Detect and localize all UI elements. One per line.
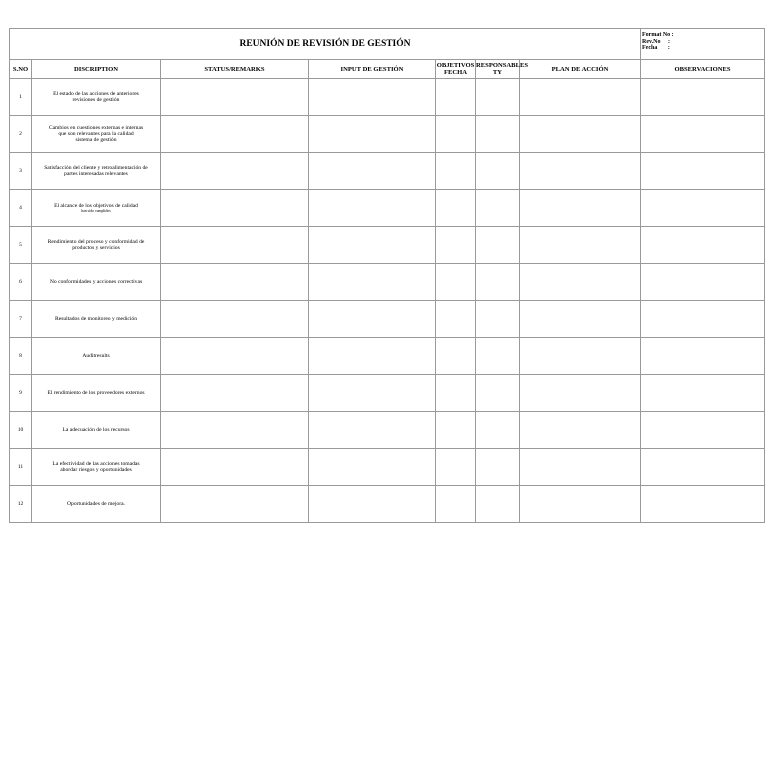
description-line: revisiones de gestión [72,97,120,103]
row-number: 12 [10,486,32,523]
status-cell[interactable] [161,449,309,486]
observaciones-cell[interactable] [641,375,765,412]
responsables-cell[interactable] [476,338,520,375]
plan-cell[interactable] [520,338,641,375]
fecha-line: Fecha : [642,45,670,51]
row-description [32,190,161,227]
objetivos-label: OBJETIVOS [436,62,475,69]
status-cell[interactable] [161,486,309,523]
input-cell[interactable] [309,116,436,153]
description-line: Cambios en cuestiones externas e internas [48,124,144,131]
observaciones-cell[interactable] [641,79,765,116]
responsables-cell[interactable] [476,375,520,412]
description-line: El rendimiento de los proveedores externos [47,389,145,396]
row-description [32,227,161,264]
plan-cell[interactable] [520,227,641,264]
description-line: No conformidades y acciones correctivas [49,278,143,285]
responsables-cell[interactable] [476,116,520,153]
row-number: 7 [10,301,32,338]
input-cell[interactable] [309,375,436,412]
input-cell[interactable] [309,338,436,375]
input-cell[interactable] [309,412,436,449]
description-line: que son relevantes para la calidad [58,130,134,137]
description-line: partes interesadas relevantes [64,171,128,177]
observaciones-cell[interactable] [641,449,765,486]
table-row [10,264,765,301]
description-line: Resultados de monitoreo y medición [54,315,138,322]
format-info [641,29,765,60]
row-description [32,79,161,116]
description-line: abordar riesgos y oportunidades [60,467,132,473]
column-header-plan: PLAN DE ACCIÓN [520,60,641,79]
status-cell[interactable] [161,338,309,375]
input-cell[interactable] [309,153,436,190]
status-cell[interactable] [161,116,309,153]
table-row [10,79,765,116]
description-line: Oportunidades de mejora. [67,500,125,507]
column-header-objetivos [436,60,476,79]
document-title: REUNIÓN DE REVISIÓN DE GESTIÓN [10,29,641,60]
row-description [32,375,161,412]
description-line: sistema de gestión [75,137,117,144]
row-number: 8 [10,338,32,375]
plan-cell[interactable] [520,375,641,412]
fecha-label: FECHA [443,69,468,76]
plan-cell[interactable] [520,301,641,338]
row-description [32,449,161,486]
description-line: Auditresults [82,352,110,359]
table-row [10,190,765,227]
status-cell[interactable] [161,412,309,449]
column-header-description: DISCRIPTION [32,60,161,79]
objetivos-cell[interactable] [436,153,476,190]
input-cell[interactable] [309,449,436,486]
status-cell[interactable] [161,264,309,301]
objetivos-cell[interactable] [436,190,476,227]
input-cell[interactable] [309,486,436,523]
responsables-cell[interactable] [476,153,520,190]
objetivos-cell[interactable] [436,264,476,301]
row-number: 3 [10,153,32,190]
input-cell[interactable] [309,264,436,301]
observaciones-cell[interactable] [641,301,765,338]
row-number: 6 [10,264,32,301]
plan-cell[interactable] [520,153,641,190]
responsables-cell[interactable] [476,79,520,116]
input-cell[interactable] [309,190,436,227]
input-cell[interactable] [309,79,436,116]
observaciones-cell[interactable] [641,227,765,264]
column-header-status: STATUS/REMARKS [161,60,309,79]
status-cell[interactable] [161,375,309,412]
status-cell[interactable] [161,301,309,338]
table-row [10,153,765,190]
objetivos-cell[interactable] [436,79,476,116]
column-header-sno: S.NO [10,60,32,79]
format-no-line: Format No : [642,32,674,38]
observaciones-cell[interactable] [641,116,765,153]
row-description [32,412,161,449]
table-row [10,301,765,338]
status-cell[interactable] [161,227,309,264]
objetivos-cell[interactable] [436,375,476,412]
status-cell[interactable] [161,153,309,190]
row-description [32,338,161,375]
description-line: El estado de las acciones de anteriores [53,90,139,97]
responsables-cell[interactable] [476,412,520,449]
objetivos-cell[interactable] [436,338,476,375]
responsables-cell[interactable] [476,190,520,227]
plan-cell[interactable] [520,79,641,116]
review-table [9,28,765,523]
plan-cell[interactable] [520,264,641,301]
observaciones-cell[interactable] [641,153,765,190]
row-description [32,153,161,190]
plan-cell[interactable] [520,116,641,153]
row-description [32,116,161,153]
row-number: 11 [10,449,32,486]
table-row [10,338,765,375]
table-row [10,375,765,412]
observaciones-cell[interactable] [641,412,765,449]
description-line: La adecuación de los recursos [62,426,130,433]
rev-no-line: Rev.No : [642,38,670,45]
responsables-cell[interactable] [476,264,520,301]
objetivos-cell[interactable] [436,227,476,264]
description-line: Rendimiento del proceso y conformidad de [47,238,145,245]
status-cell[interactable] [161,79,309,116]
description-line: productos y servicios [72,245,120,251]
table-row [10,412,765,449]
objetivos-cell[interactable] [436,116,476,153]
table-row [10,227,765,264]
plan-cell[interactable] [520,486,641,523]
row-number: 2 [10,116,32,153]
table-row [10,116,765,153]
row-number: 4 [10,190,32,227]
observaciones-cell[interactable] [641,190,765,227]
input-cell[interactable] [309,301,436,338]
table-row [10,486,765,523]
row-description [32,486,161,523]
plan-cell[interactable] [520,190,641,227]
observaciones-cell[interactable] [641,486,765,523]
description-line: La efectividad de las acciones tomadas [52,460,140,467]
status-cell[interactable] [161,190,309,227]
observaciones-cell[interactable] [641,338,765,375]
description-line: El alcance de los objetivos de calidad [54,202,138,209]
row-description [32,264,161,301]
table-row [10,449,765,486]
plan-cell[interactable] [520,412,641,449]
column-header-responsables [476,60,529,79]
input-cell[interactable] [309,227,436,264]
row-number: 9 [10,375,32,412]
column-header-observaciones: OBSERVACIONES [641,60,765,79]
observaciones-cell[interactable] [641,264,765,301]
objetivos-cell[interactable] [436,449,476,486]
objetivos-cell[interactable] [436,412,476,449]
column-header-input: INPUT DE GESTIÓN [309,60,436,79]
responsables-cell[interactable] [476,301,520,338]
description-line: Satisfacción del cliente y retroalimentación de [44,164,148,171]
row-number: 5 [10,227,32,264]
row-number: 10 [10,412,32,449]
row-description [32,301,161,338]
responsables-label: RESPONSABLES [476,62,529,69]
objetivos-cell[interactable] [436,486,476,523]
objetivos-cell[interactable] [436,301,476,338]
management-review-sheet [9,28,764,523]
responsables-cell[interactable] [476,449,520,486]
description-note: han sido cumplidos [81,209,111,214]
plan-cell[interactable] [520,449,641,486]
ty-label: TY [492,69,503,76]
row-number: 1 [10,79,32,116]
responsables-cell[interactable] [476,227,520,264]
responsables-cell[interactable] [476,486,520,523]
